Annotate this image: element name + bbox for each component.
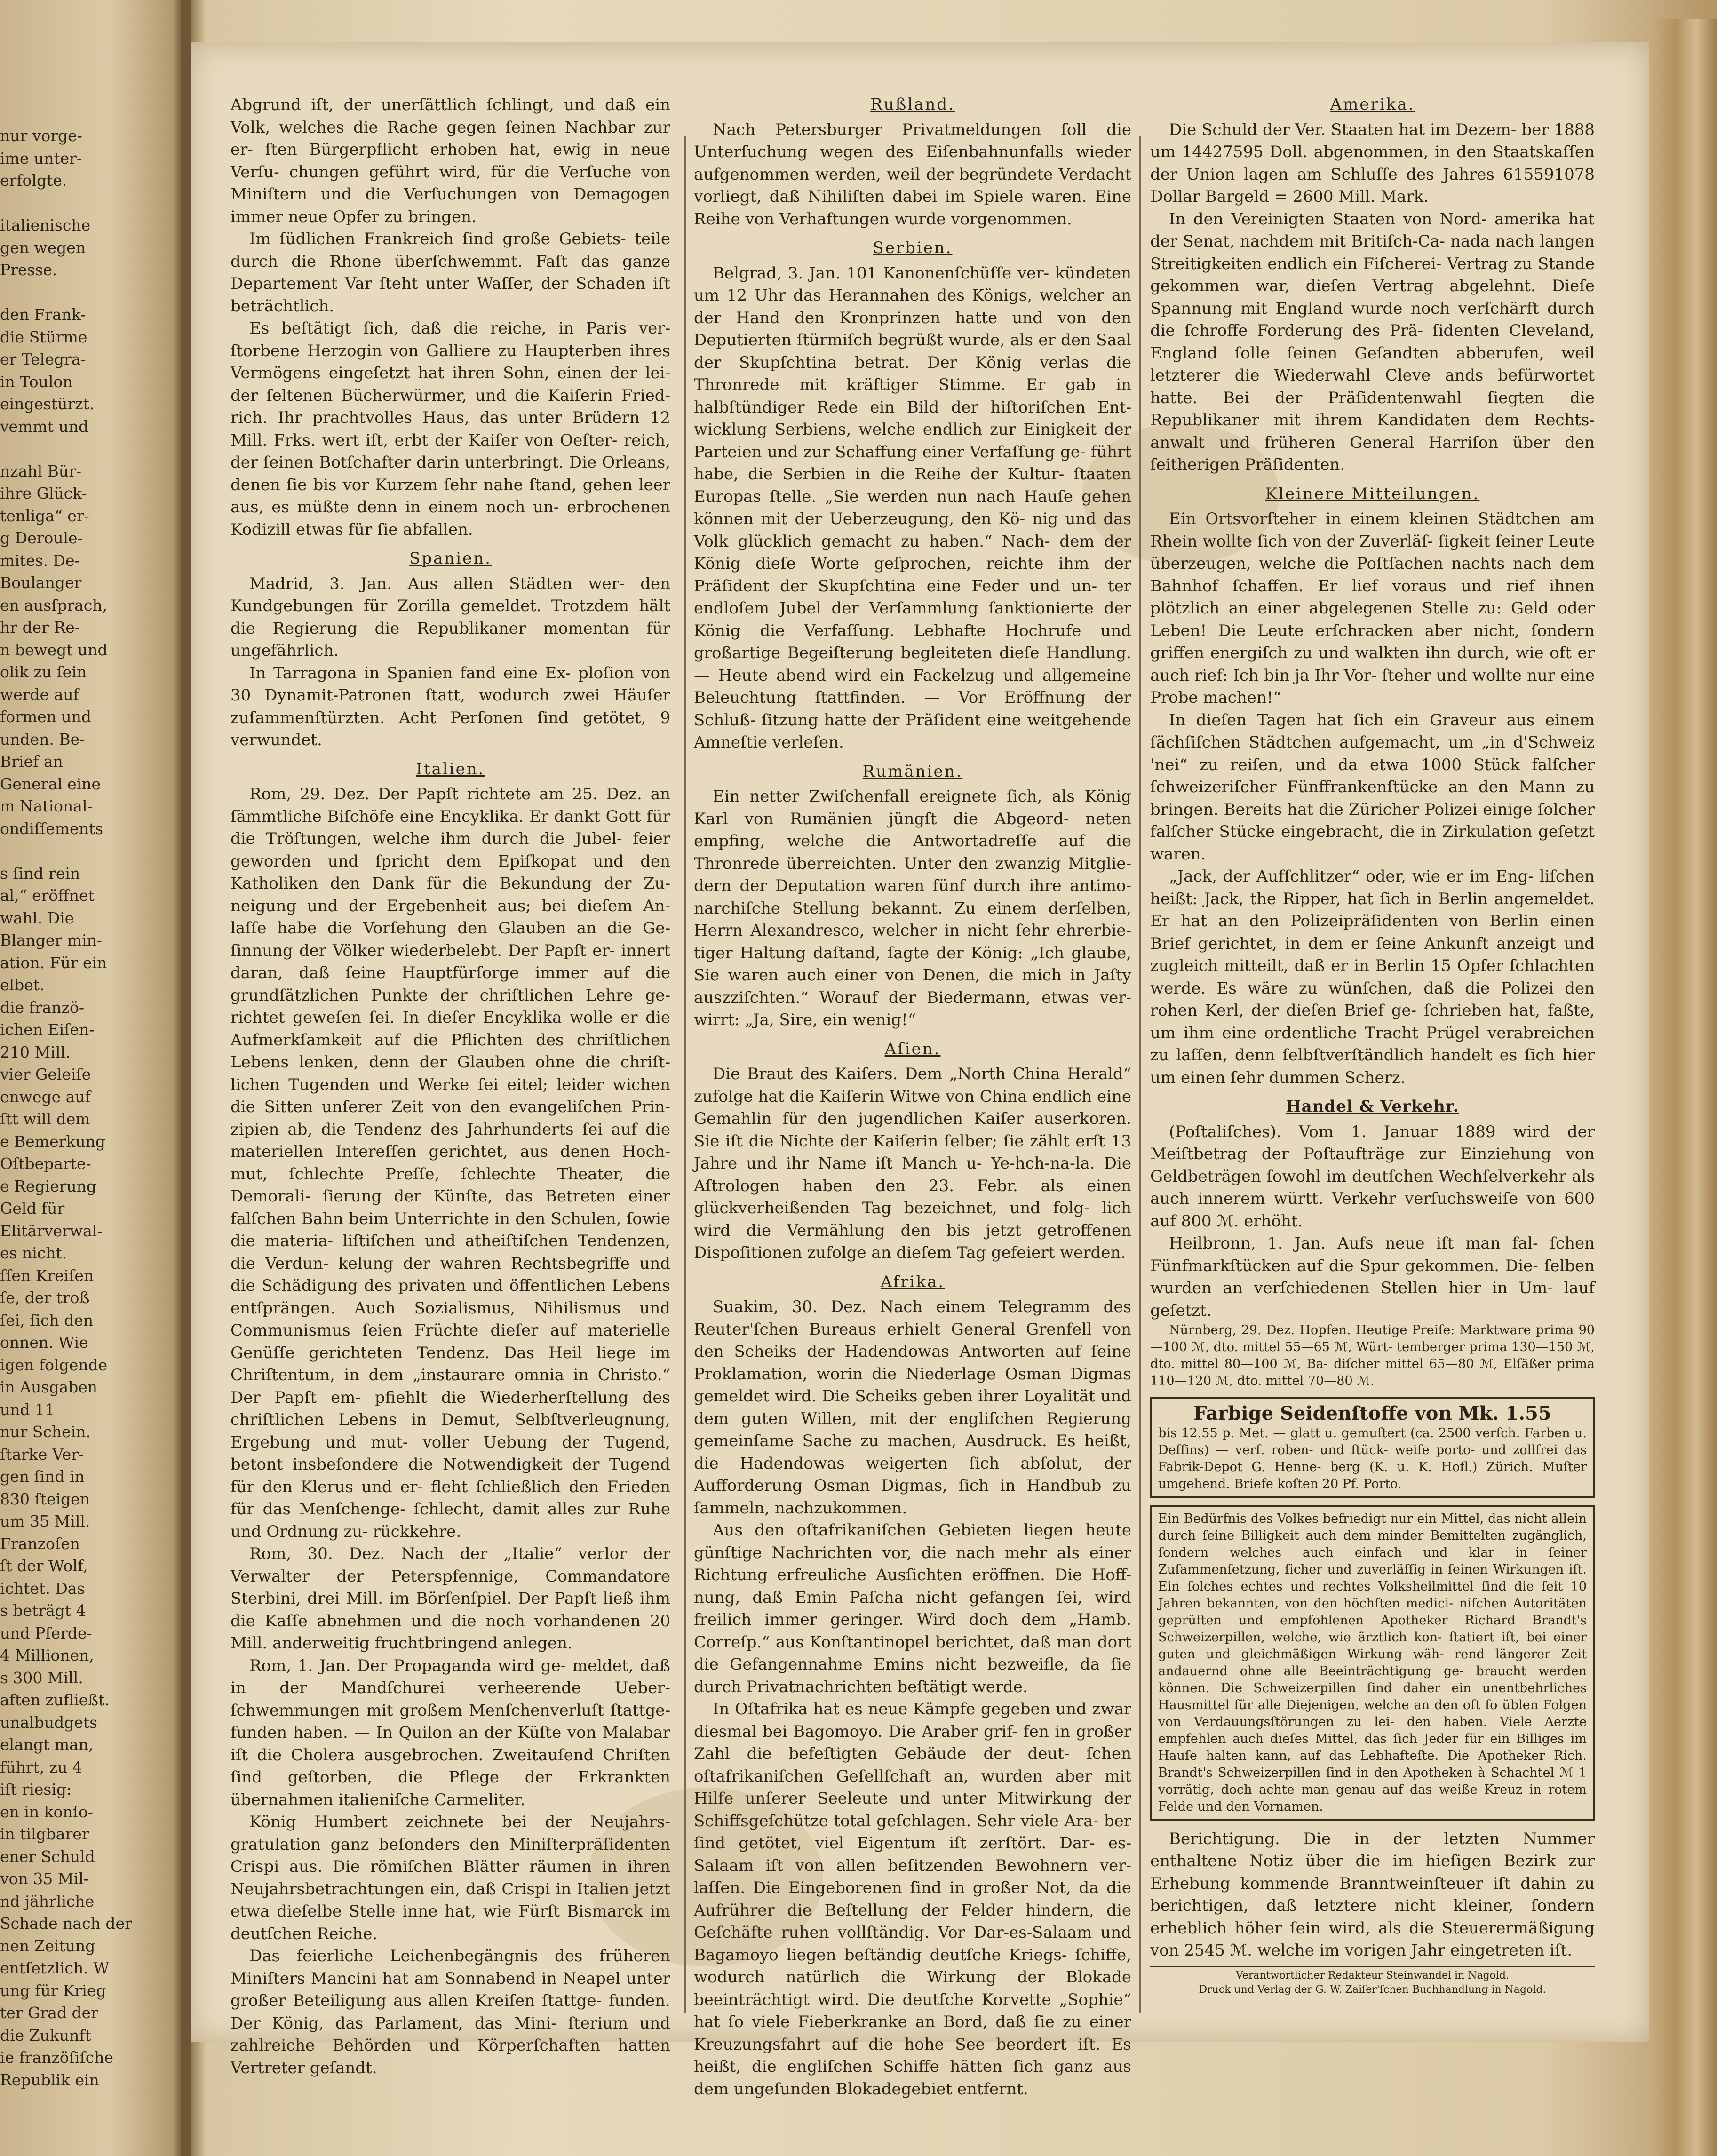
left-fragment-line xyxy=(0,192,89,215)
left-fragment-line: al,“ eröffnet xyxy=(0,886,95,905)
left-fragment-line: Elitärverwal- xyxy=(0,1221,103,1240)
section-heading-italien: Italien. xyxy=(416,759,485,779)
left-fragment-line: ſſen Kreiſen xyxy=(0,1266,94,1285)
section-heading-kleinere: Kleinere Mitteilungen. xyxy=(1265,484,1480,503)
left-fragment-line: Franzoſen xyxy=(0,1534,80,1553)
imprint-editor: Verantwortlicher Redakteur Steinwandel in Nagold. xyxy=(1235,1969,1510,1981)
left-fragment-line xyxy=(0,438,89,460)
column-3 xyxy=(1150,87,1595,1997)
left-fragment-line: die franzö- xyxy=(0,998,85,1017)
article-text: Im ſüdlichen Frankreich ſind große Gebiets- teile durch die Rhone überſchwemmt. Faſt das ganze Departement Var ſteht unter Waſſer, der Schaden iſt beträchtlich. xyxy=(231,230,670,316)
left-fragment-line: s beträgt 4 xyxy=(0,1601,86,1620)
article-text: In Tarragona in Spanien fand eine Ex- ploſion von 30 Dynamit-Patronen ſtatt, wodurch zwei Häuſer zuſammenſtürzten. Acht Perſonen ſind getötet, 9 verwundet. xyxy=(231,663,670,749)
section-heading-asien: Aſien. xyxy=(884,1039,941,1058)
left-fragment-line: elangt man, xyxy=(0,1735,94,1754)
page-stack-edge xyxy=(1649,19,1717,2156)
left-fragment-line: aften zufließt. xyxy=(0,1691,110,1709)
ad-title: Farbige Seidenſtoffe von Mk. 1.55 xyxy=(1193,1402,1551,1424)
left-fragment-line: ondiſſements xyxy=(0,819,103,838)
left-fragment-line: gen wegen xyxy=(0,238,86,257)
article-text: Ein netter Zwiſchenfall ereignete ſich, als König Karl von Rumänien jüngſt die Abgeord- neten empfing, welche die Antwortadreſſe auf die Thronrede überreichten. Unter den zwanzig Mitglie- dern der Deputation waren fünf durch ihre antimo- narchiſche Stellung bekannt. Zu einem derſelben, Herrn Alexandresco, welcher in nicht ſehr ehrerbie- tiger Haltung daſtand, ſagte der König: „Ich glaube, Sie waren auch einer von Denen, die mich in Jaſty auszziſchten.“ Worauf der Biedermann, etwas ver- wirrt: „Ja, Sire, ein wenig!“ xyxy=(694,787,1131,1029)
book-gutter xyxy=(181,0,191,2156)
left-fragment-line: italienische xyxy=(0,216,91,234)
left-fragment-line: Geld für xyxy=(0,1199,65,1217)
article-text: Suakim, 30. Dez. Nach einem Telegramm des Reuter'ſchen Bureaus erhielt General Grenfell von den Scheiks der Hadendowas Antworten auf ſeine Proklamation, worin die Niederlage Osman Digmas gemeldet wird. Die Scheiks geben ihrer Loyalität und dem guten Willen, mit der engliſchen Regierung gemeinſame Sache zu machen, Ausdruck. Es heißt, die Hadendowas weigerten ſich abſolut, der Aufforderung Osman Digmas, ſich in Handbub zu ſammeln, nachzukommen. xyxy=(694,1297,1131,1518)
left-fragment-line: ſtt will dem xyxy=(0,1110,90,1128)
left-fragment-line: unalbudgets xyxy=(0,1713,98,1732)
column-rule xyxy=(684,136,686,2013)
article-text: Es beſtätigt ſich, daß die reiche, in Paris ver- ſtorbene Herzogin von Galliere zu Haupterben ihres Vermögens eingeſetzt hat ihren Sohn, einen der lei- der ſeltenen Bücherwürmer, und die Kaiſerin Fried- rich. Ihr prachtvolles Haus, das unter Brüdern 12 Mill. Frks. wert iſt, erbt der Kaiſer von Oeſter- reich, der ſeinen Botſchafter darin unterbringt. Die Orleans, denen ſie bis vor Kurzem ſehr nahe ſtand, gehen leer aus, es müßte denn in einem noch un- erbrochenen Kodizill etwas für ſie abfallen. xyxy=(231,319,670,539)
article-text: Belgrad, 3. Jan. 101 Kanonenſchüſſe ver- kündeten um 12 Uhr das Herannahen des Königs, welcher an der Hand den Kronprinzen hatte und von den Deputierten ſtürmiſch begrüßt wurde, als er den Saal der Skupſchtina betrat. Der König verlas die Thronrede mit kräftiger Stimme. Er gab in halbſtündiger Rede ein Bild der hiſtoriſchen Ent- wicklung Serbiens, welche endlich zur Einigkeit der Parteien und zur Schaffung einer Verfaſſung ge- führt habe, die Serbien in die Reihe der Kultur- ſtaaten Europas ſtelle. „Sie werden nun nach Hauſe gehen können mit der Ueberzeugung, den Kö- nig und das Volk glücklich gemacht zu haben.“ Nach- dem der König dieſe Worte geſprochen, reichte ihm der Präſident der Skupſchtina eine Feder und un- ter endloſem Jubel der Verſammlung ſanktionierte der König die Verfaſſung. Lebhafte Hochrufe und großartige Begeiſterung begleiteten dieſe Handlung. — Heute abend wird ein Fackelzug und allgemeine Beleuchtung ſtattfinden. — Vor Eröffnung der Schluß- ſitzung hatte der Präſident eine weitgehende Amneſtie verleſen. xyxy=(694,263,1131,752)
left-fragment-line: eingestürzt. xyxy=(0,395,95,413)
left-fragment-line: ter Grad der xyxy=(0,2004,98,2022)
article-text: Abgrund iſt, der unerſättlich ſchlingt, und daß ein Volk, welches die Rache gegen ſeinen Nachbar zur er- ſten Bürgerpflicht erhoben hat, ewig in neue Verſu- chungen geführt wird, für die Verſuche von Miniſtern und die Verſuchungen von Demagogen immer neue Opfer zu bringen. xyxy=(231,95,670,226)
left-fragment-line: in Toulon xyxy=(0,372,73,391)
section-heading-serbien: Serbien. xyxy=(873,239,953,257)
left-fragment-line: Boulanger xyxy=(0,573,82,592)
section-heading-amerika: Amerika. xyxy=(1330,95,1415,114)
left-fragment-line: nur Schein. xyxy=(0,1423,91,1441)
left-fragment-line: führt, zu 4 xyxy=(0,1758,82,1776)
left-fragment-line: onnen. Wie xyxy=(0,1333,88,1352)
column-rule xyxy=(1139,136,1141,2013)
left-fragment-line: iſt riesig: xyxy=(0,1780,72,1798)
left-fragment-line: ſtarke Ver- xyxy=(0,1445,84,1464)
left-fragment-line: ung für Krieg xyxy=(0,1981,106,2000)
imprint-publisher: Druck und Verlag der G. W. Zaiſer'ſchen Buchhandlung in Nagold. xyxy=(1199,1983,1546,1996)
article-text: Rom, 30. Dez. Nach der „Italie“ verlor der Verwalter der Peterspfennige, Commandatore Sterbini, drei Mill. im Börſenſpiel. Der Papſt ließ ihm die Kaſſe abnehmen und die noch vorhandenen 20 Mill. anderweitig fruchtbringend anlegen. xyxy=(231,1544,670,1653)
section-heading-russland: Rußland. xyxy=(870,95,955,114)
ad-body: bis 12.55 p. Met. — glatt u. gemuſtert (ca. 2500 verſch. Farben u. Deſſins) — verſ. roben- und ſtück- weiſe porto- und zollfrei das Fabrik-Depot G. Henne- berg (K. u. K. Hofl.) Zürich. Muſter umgehend. Briefe koſten 20 Pf. Porto. xyxy=(1158,1425,1587,1491)
left-fragment-line: ſt der Wolf, xyxy=(0,1557,88,1575)
article-text: Das feierliche Leichenbegängnis des früheren Miniſters Mancini hat am Sonnabend in Neapel unter großer Beteiligung aus allen Kreiſen ſtattge- funden. Der König, das Parlament, das Mini- ſterium und zahlreiche Behörden und Körperſchaften hatten Vertreter geſandt. xyxy=(231,1947,670,2077)
left-fragment-line: g Deroule- xyxy=(0,529,83,547)
left-fragment-line: in Ausgaben xyxy=(0,1378,98,1396)
left-fragment-line: gen ſind in xyxy=(0,1467,85,1486)
left-fragment-line: vemmt und xyxy=(0,417,89,436)
left-fragment-line: 830 ſteigen xyxy=(0,1489,90,1508)
left-fragment-line: m National- xyxy=(0,797,93,815)
article-text: (Poſtaliſches). Vom 1. Januar 1889 wird der Meiſtbetrag der Poſtaufträge zur Einziehung von Geldbeträgen ſowohl im deutſchen Wechſelverkehr als auch innerem württ. Verkehr verſuchsweiſe von 600 auf 800 ℳ. erhöht. xyxy=(1150,1122,1595,1231)
left-fragment-line: s 300 Mill. xyxy=(0,1668,83,1687)
left-fragment-line: Republik ein xyxy=(0,2070,99,2089)
left-fragment-line: 4 Millionen, xyxy=(0,1646,94,1664)
left-fragment-line: nd jährliche xyxy=(0,1892,95,1910)
left-fragment-line: Blanger min- xyxy=(0,931,102,949)
left-fragment-line: und 11 xyxy=(0,1400,55,1419)
article-text: Madrid, 3. Jan. Aus allen Städten wer- den Kundgebungen für Zorilla gemeldet. Trotzdem hält die Regierung die Republikaner momentan für ungefährlich. xyxy=(231,574,670,660)
article-text: In Oſtafrika hat es neue Kämpfe gegeben und zwar diesmal bei Bagomoyo. Die Araber grif- fen in großer Zahl die befeſtigten Gebäude der deut- ſchen oſtafrikaniſchen Geſellſchaft an, wurden aber mit Hilfe unſerer Seeleute und unter Mitwirkung der Schiffsgeſchütze total geſchlagen. Sehr viele Ara- ber ſind getötet, viel Eigentum iſt zerſtört. Dar- es-Salaam iſt von allen beſitzenden Bewohnern ver- laſſen. Die Eingeborenen ſind in großer Not, da die Aufrührer die Beſtellung der Felder hindern, die Geſchäfte ruhen vollſtändig. Vor Dar-es-Salaam und Bagamoyo liegen beſtändig deutſche Kriegs- ſchiffe, wodurch natürlich die Wirkung der Blokade beeinträchtigt wird. Die deutſche Korvette „Sophie“ hat ſo viele Fieberkranke an Bord, daß ſie zu einer Kreuzungsfahrt auf die hohe See beordert iſt. Es heißt, die engliſchen Schiffe hätten ſich ganz aus dem ungeſunden Blokadegebiet entfernt. xyxy=(694,1700,1131,2099)
left-fragment-line: e Regierung xyxy=(0,1177,97,1195)
left-fragment-line: in tilgbarer xyxy=(0,1825,89,1843)
left-fragment-line: nzahl Bür- xyxy=(0,461,82,480)
article-text: Ein Ortsvorſteher in einem kleinen Städtchen am Rhein wollte ſich von der Zuverläſ- ſigkeit ſeiner Leute überzeugen, welche die Poſtſachen nachts nach dem Bahnhof ſchaffen. Er lief voraus und rief ihnen plötzlich an einer abgelegenen Stelle zu: Geld oder Leben! Die Leute erſchracken aber nicht, ſondern griffen energiſch zu und walkten ihn durch, wie oft er auch rief: Ich bin ja Ihr Vor- ſteher und wollte nur eine Probe machen!“ xyxy=(1150,509,1595,707)
left-fragment-line: den Frank- xyxy=(0,305,86,324)
left-fragment-line: elbet. xyxy=(0,976,45,994)
correction-notice: Berichtigung. Die in der letzten Nummer enthaltene Notiz über die im hieſigen Bezirk zur Erhebung kommende Branntweinſteuer iſt dahin zu berichtigen, daß letztere nicht kleiner, ſondern erheblich höher ſein wird, als die Steuerermäßigung von 2545 ℳ. welche im vorigen Jahr eingetreten iſt. xyxy=(1150,1829,1595,1960)
article-text: Heilbronn, 1. Jan. Aufs neue iſt man fal- ſchen Fünfmarkſtücken auf die Spur gekommen. Die- ſelben wurden an verſchiedenen Stellen hier in Um- lauf geſetzt. xyxy=(1150,1234,1595,1320)
left-fragment-line: Oſtbeparte- xyxy=(0,1154,91,1173)
left-fragment-line: ſei, ſich den xyxy=(0,1311,94,1329)
left-fragment-line xyxy=(0,281,89,304)
left-fragment-line: ichen Eiſen- xyxy=(0,1020,95,1039)
left-fragment-line: er Telegra- xyxy=(0,350,86,368)
left-fragment-line: olik zu ſein xyxy=(0,663,87,681)
left-fragment-line: General eine xyxy=(0,774,101,793)
article-text: Nach Petersburger Privatmeldungen ſoll die Unterſuchung wegen des Eiſenbahnunfalls wieder aufgenommen werden, weil der begründete Verdacht vorliegt, daß Nihiliſten dabei im Spiele waren. Eine Reihe von Verhaftungen wurde vorgenommen. xyxy=(694,120,1131,229)
left-fragment-line: ime unter- xyxy=(0,149,82,167)
left-page-text-fragment xyxy=(0,125,132,2091)
left-fragment-line: n bewegt und xyxy=(0,640,108,659)
left-fragment-line: ichtet. Das xyxy=(0,1579,85,1598)
left-fragment-line: en in konſo- xyxy=(0,1802,93,1821)
left-fragment-line xyxy=(0,840,89,862)
article-text: Rom, 1. Jan. Der Propaganda wird ge- meldet, daß in der Mandſchurei verheerende Ueber- ſchwemmungen mit großem Menſchenverluſt ſtattge- funden haben. — In Quilon an der Küſte von Malabar iſt die Cholera ausgebrochen. Zweitauſend Chriſten ſind geſtorben, die Pflege der Erkrankten übernahmen italieniſche Carmeliter. xyxy=(231,1656,670,1809)
advertisement-silk xyxy=(1150,1397,1595,1498)
section-heading-spanien: Spanien. xyxy=(409,549,492,568)
left-fragment-line: vier Geleiſe xyxy=(0,1065,91,1083)
left-fragment-line: enwege auf xyxy=(0,1087,91,1106)
left-fragment-line: ihre Glück- xyxy=(0,484,87,502)
left-fragment-line: mites. De- xyxy=(0,551,80,570)
left-fragment-line: Schade nach der xyxy=(0,1914,132,1933)
imprint xyxy=(1150,1966,1595,1997)
left-fragment-line: 210 Mill. xyxy=(0,1042,71,1061)
article-text: Die Schuld der Ver. Staaten hat im Dezem- ber 1888 um 14427595 Doll. abgenommen, in den Staatskaſſen der Union lagen am Schluſſe des Jahres 615591078 Dollar Bargeld = 2600 Mill. Mark. xyxy=(1150,120,1595,206)
market-prices: Nürnberg, 29. Dez. Hopfen. Heutige Preiſe: Marktware prima 90—100 ℳ, dto. mittel 55—65 ℳ, Würt- temberger prima 130—150 ℳ, dto. mittel 80—100 ℳ, Ba- diſcher mittel 65—80 ℳ, Elſäßer prima 110—120 ℳ, dto. mittel 70—80 ℳ. xyxy=(1150,1323,1595,1388)
left-fragment-line: werde auf xyxy=(0,685,79,704)
left-fragment-line: ie franzöſiſche xyxy=(0,2048,113,2067)
section-heading-handel: Handel & Verkehr. xyxy=(1286,1097,1459,1116)
article-text: In dieſen Tagen hat ſich ein Graveur aus einem ſächſiſchen Städtchen aufgemacht, um „in d'Schweiz 'nei“ zu reiſen, und da etwa 1000 Stück falſcher ſchweizeriſcher Fünffrankenſtücke an den Mann zu bringen. Bereits hat die Züricher Polizei einige ſolcher falſcher Stücke eingebracht, die in Zirkulation geſetzt waren. xyxy=(1150,710,1595,864)
left-fragment-line: ener Schuld xyxy=(0,1847,95,1866)
left-fragment-line: entſetzlich. W xyxy=(0,1959,110,1977)
article-text: „Jack, der Aufſchlitzer“ oder, wie er im Eng- liſchen heißt: Jack, the Ripper, hat ſich in Berlin angemeldet. Er hat an den Polizeipräſidenten von Berlin einen Brief gerichtet, in dem er ſeine Ankunft anzeigt und zugleich mitteilt, daß er in Berlin 15 Opfer ſchlachten werde. Es wäre zu wünſchen, daß die Polizei den rohen Kerl, der dieſen Brief ge- ſchrieben hat, faßte, um ihm eine ordentliche Tracht Prügel verabreichen zu laſſen, denn ſelbſtverſtändlich handelt es ſich hier um einen ſehr dummen Scherz. xyxy=(1150,867,1595,1087)
left-fragment-line: ation. Für ein xyxy=(0,953,107,972)
left-fragment-line: und Pferde- xyxy=(0,1623,92,1642)
left-fragment-line: Presse. xyxy=(0,261,57,279)
left-fragment-line: wahl. Die xyxy=(0,908,74,927)
left-fragment-line: hr der Re- xyxy=(0,618,80,636)
left-fragment-line: von 35 Mil- xyxy=(0,1870,89,1888)
column-2 xyxy=(694,87,1131,2100)
left-fragment-line: s ſind rein xyxy=(0,864,80,883)
article-text: Rom, 29. Dez. Der Papſt richtete am 25. Dez. an ſämmtliche Biſchöfe eine Encyklika. Er dankt Gott für die Tröſtungen, welche ihm durch die Jubel- feier geworden und ſpricht dem Epiſkopat und den Katholiken den Dank für die Bekundung der Zu- neigung und der Ergebenheit aus; bei dieſem An- laſſe habe die Vorſehung den Glauben an die Ge- ſinnung der Völker wiederbelebt. Der Papſt er- innert daran, daß ſeine Hauptfürſorge immer auf die grundſätzlichen Punkte der chriſtlichen Lehre ge- richtet geweſen ſei. In dieſer Encyklika wolle er die Aufmerkſamkeit auf die Pflichten des chriſtlichen Lebens lenken, denn der Glauben ohne die chriſt- lichen Tugenden und Werke ſei eitel; leider wichen die Sitten unſerer Zeit von den evangeliſchen Prin- zipien ab, die Tendenz des Jahrhunderts ſei auf die materiellen Intereſſen gerichtet, aus denen Hoch- mut, ſchlechte Preſſe, ſchlechte Theater, die Demorali- ſierung der Künſte, das Betreten einer falſchen Bahn beim Unterrichte in den Schulen, ſowie die materia- liſtiſchen und atheiſtiſchen Tendenzen, die Verdun- kelung der wahren Rechtsbegriffe und die Schädigung des privaten und öffentlichen Lebens entſprängen. Auch Sozialismus, Nihilismus und Communismus ſeien Früchte dieſer auf materielle Genüſſe gerichteten Tendenz. Das Heil liege im Chriſtentum, in dem „instaurare omnia in Christo.“ Der Papſt em- pfiehlt die Wiederherſtellung des chriſtlichen Lebens in Demut, Selbſtverleugnung, Ergebung und mut- voller Uebung der Tugend, betont insbeſondere die Notwendigkeit der Tugend für den Klerus und er- fleht ſchließlich den Frieden für das Menſchenge- ſchlecht, damit alles zur Ruhe und Ordnung zu- rückkehre. xyxy=(231,785,670,1541)
article-text: Aus den oſtafrikaniſchen Gebieten liegen heute günſtige Nachrichten vor, die nach mehr als einer Richtung erfreuliche Ausſichten eröffnen. Die Hoff- nung, daß Emin Paſcha nicht gefangen ſei, wird freilich immer geringer. Wird doch dem „Hamb. Correſp.“ aus Konſtantinopel berichtet, daß man dort die Gefangennahme Emins nicht bezweifle, da ſie durch Privatnachrichten beſtätigt werde. xyxy=(694,1521,1131,1696)
left-fragment-line: nen Zeitung xyxy=(0,1936,95,1955)
left-fragment-line: nur vorge- xyxy=(0,127,82,145)
left-fragment-line: die Zukunft xyxy=(0,2026,91,2045)
left-fragment-line: e Bemerkung xyxy=(0,1132,106,1151)
advertisement-pills: Ein Bedürfnis des Volkes befriedigt nur ein Mittel, das nicht allein durch ſeine Billigkeit auch dem minder Bemittelten zugänglich, ſondern welches auch einfach und klar in ſeiner Zuſammenſetzung, ſicher und zuverläſſig in ſeinen Wirkungen iſt. Ein ſolches echtes und rechtes Volksheilmittel ſind die ſeit 10 Jahren bekannten, von den höchſten medici- niſchen Autoritäten geprüften und empfohlenen Apotheker Richard Brandt's Schweizerpillen, welche, wie ärztlich kon- ſtatiert iſt, bei einer guten und gleichmäßigen Wirkung wäh- rend längerer Zeit andauernd ohne alle Beeinträchtigung ge- braucht werden können. Die Schweizerpillen ſind daher ein unentbehrliches Hausmittel für alle Diejenigen, welche an den oft ſo üblen Folgen von Verdauungsſtörungen zu lei- den haben. Viele Aerzte empfehlen auch dieſes Mittel, das ſich Jeder für ein Billiges im Hauſe halten kann, auf das Lebhafteſte. Die Apotheker Rich. Brandt's Schweizerpillen ſind in den Apotheken à Schachtel ℳ 1 vorrätig, doch achte man genau auf das weiße Kreuz in rotem Felde und den Vornamen. xyxy=(1150,1505,1595,1821)
article-text: König Humbert zeichnete bei der Neujahrs- gratulation ganz beſonders den Miniſterpräſidenten Crispi aus. Die römiſchen Blätter räumen in ihren Neujahrsbetrachtungen ein, daß Crispi in Italien jetzt etwa dieſelbe Stelle inne hat, wie Fürſt Bismarck im deutſchen Reiche. xyxy=(231,1813,670,1943)
section-heading-rumaenien: Rumänien. xyxy=(862,762,963,781)
left-fragment-line: tenliga“ er- xyxy=(0,506,89,525)
left-fragment-line: en ausſprach, xyxy=(0,596,108,614)
left-fragment-line: igen folgende xyxy=(0,1355,108,1374)
article-text: Die Braut des Kaiſers. Dem „North China Herald“ zufolge hat die Kaiſerin Witwe von China endlich eine Gemahlin für den jugendlichen Kaiſer auserkoren. Sie iſt die Nichte der Kaiſerin ſelber; ſie zählt erſt 13 Jahre und ihr Name iſt Manch u- Ye-hch-na-la. Die Aſtrologen haben den 23. Febr. als einen glückverheißenden Tag bezeichnet, und folg- lich wird die Vermählung den bis jetzt getroffenen Dispoſitionen zufolge an dieſem Tag gefeiert werden. xyxy=(694,1065,1131,1262)
left-fragment-line: es nicht. xyxy=(0,1244,67,1262)
left-fragment-line: die Stürme xyxy=(0,327,87,346)
left-fragment-line: unden. Be- xyxy=(0,730,85,748)
left-page-edge xyxy=(0,0,181,2156)
article-text: In den Vereinigten Staaten von Nord- amerika hat der Senat, nachdem mit Britiſch-Ca- nada nach langen Streitigkeiten endlich ein Fiſcherei- Vertrag zu Stande gekommen war, dieſen Vertrag abgelehnt. Dieſe Spannung mit England wurde noch verſchärft durch die ſchroffe Forderung des Prä- ſidenten Cleveland, England ſolle ſeinen Geſandten abberufen, weil letzterer die Wiederwahl Cleve ands befürwortet hatte. Bei der Präſidentenwahl ſiegten die Republikaner mit ihrem Kandidaten dem Rechts- anwalt und früheren General Harriſon über den ſeitherigen Präſidenten. xyxy=(1150,209,1595,474)
column-1 xyxy=(231,94,670,2079)
section-heading-afrika: Afrika. xyxy=(880,1272,945,1291)
left-fragment-line: Brief an xyxy=(0,752,63,771)
left-fragment-line: erfolgte. xyxy=(0,171,67,190)
left-fragment-line: um 35 Mill. xyxy=(0,1512,90,1530)
left-fragment-line: ſe, der troß xyxy=(0,1289,90,1307)
left-fragment-line: formen und xyxy=(0,708,92,726)
